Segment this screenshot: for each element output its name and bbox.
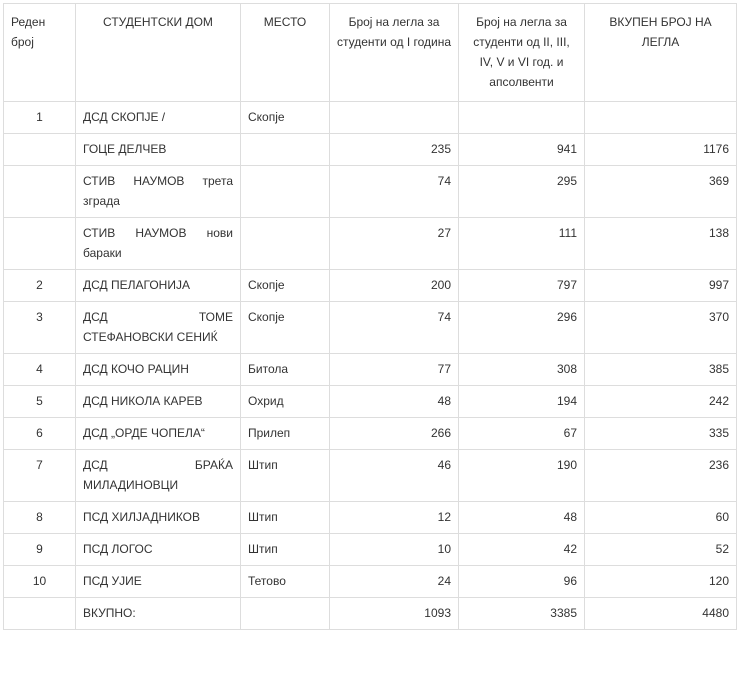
- cell-upper-year-beds: 190: [459, 450, 585, 502]
- cell-place: Скопје: [241, 302, 330, 354]
- table-row: [4, 502, 737, 534]
- cell-first-year-beds: 1093: [330, 598, 459, 630]
- cell-total-beds: 120: [585, 566, 737, 598]
- cell-dorm: ДСД СКОПЈЕ /: [76, 102, 241, 134]
- table-row: [4, 354, 737, 386]
- header-total-beds: ВКУПЕН БРОЈ НА ЛЕГЛА: [585, 4, 737, 102]
- cell-total-beds: 4480: [585, 598, 737, 630]
- cell-place: Штип: [241, 534, 330, 566]
- cell-number: 10: [4, 566, 76, 598]
- cell-total-beds: 236: [585, 450, 737, 502]
- table-row: [4, 302, 737, 354]
- cell-place: Скопје: [241, 270, 330, 302]
- cell-first-year-beds: 77: [330, 354, 459, 386]
- cell-number: 7: [4, 450, 76, 502]
- cell-place: [241, 166, 330, 218]
- cell-number: [4, 218, 76, 270]
- cell-first-year-beds: 200: [330, 270, 459, 302]
- cell-total-beds: 997: [585, 270, 737, 302]
- cell-dorm: ДСД ТОМЕ СТЕФАНОВСКИ СЕНИЌ: [76, 302, 241, 354]
- table-row: [4, 534, 737, 566]
- table-row: [4, 450, 737, 502]
- cell-dorm: ВКУПНО:: [76, 598, 241, 630]
- cell-dorm: ДСД НИКОЛА КАРЕВ: [76, 386, 241, 418]
- cell-number: [4, 598, 76, 630]
- table-row: [4, 218, 737, 270]
- cell-number: 1: [4, 102, 76, 134]
- cell-total-beds: 60: [585, 502, 737, 534]
- cell-place: Битола: [241, 354, 330, 386]
- cell-upper-year-beds: [459, 102, 585, 134]
- cell-first-year-beds: 27: [330, 218, 459, 270]
- cell-total-beds: 138: [585, 218, 737, 270]
- cell-first-year-beds: 74: [330, 166, 459, 218]
- cell-number: 8: [4, 502, 76, 534]
- header-first-year-beds: Број на легла за студенти од I година: [330, 4, 459, 102]
- cell-dorm: ПСД ХИЛЈАДНИКОВ: [76, 502, 241, 534]
- header-upper-year-beds: Број на легла за студенти од II, III, IV, V и VI год. и апсолвенти: [459, 4, 585, 102]
- cell-dorm: ДСД ПЕЛАГОНИЈА: [76, 270, 241, 302]
- cell-dorm: ПСД ЛОГОС: [76, 534, 241, 566]
- cell-upper-year-beds: 797: [459, 270, 585, 302]
- table-row: [4, 270, 737, 302]
- table-row: [4, 386, 737, 418]
- cell-number: 5: [4, 386, 76, 418]
- cell-total-beds: 52: [585, 534, 737, 566]
- cell-upper-year-beds: 48: [459, 502, 585, 534]
- cell-place: Штип: [241, 502, 330, 534]
- table-row: [4, 102, 737, 134]
- cell-first-year-beds: 266: [330, 418, 459, 450]
- cell-upper-year-beds: 3385: [459, 598, 585, 630]
- cell-number: 4: [4, 354, 76, 386]
- cell-number: [4, 166, 76, 218]
- table-header-row: [4, 4, 737, 102]
- dormitory-beds-table: [3, 3, 737, 630]
- cell-number: 6: [4, 418, 76, 450]
- table-row: [4, 566, 737, 598]
- cell-total-beds: 385: [585, 354, 737, 386]
- header-number: Реден број: [4, 4, 76, 102]
- cell-upper-year-beds: 96: [459, 566, 585, 598]
- cell-number: 9: [4, 534, 76, 566]
- cell-upper-year-beds: 42: [459, 534, 585, 566]
- cell-place: Прилеп: [241, 418, 330, 450]
- table-row: [4, 166, 737, 218]
- cell-upper-year-beds: 295: [459, 166, 585, 218]
- cell-dorm: ПСД УЈИЕ: [76, 566, 241, 598]
- cell-total-beds: 1176: [585, 134, 737, 166]
- cell-dorm: ДСД „ОРДЕ ЧОПЕЛА“: [76, 418, 241, 450]
- cell-first-year-beds: [330, 102, 459, 134]
- cell-first-year-beds: 10: [330, 534, 459, 566]
- cell-dorm: СТИВ НАУМОВ трета зграда: [76, 166, 241, 218]
- cell-total-beds: 370: [585, 302, 737, 354]
- cell-dorm: ГОЦЕ ДЕЛЧЕВ: [76, 134, 241, 166]
- total-row: [4, 598, 737, 630]
- cell-total-beds: 369: [585, 166, 737, 218]
- cell-dorm: СТИВ НАУМОВ нови бараки: [76, 218, 241, 270]
- cell-total-beds: [585, 102, 737, 134]
- table-row: [4, 134, 737, 166]
- cell-place: [241, 598, 330, 630]
- cell-total-beds: 335: [585, 418, 737, 450]
- cell-first-year-beds: 46: [330, 450, 459, 502]
- cell-upper-year-beds: 308: [459, 354, 585, 386]
- cell-place: Тетово: [241, 566, 330, 598]
- cell-first-year-beds: 235: [330, 134, 459, 166]
- cell-dorm: ДСД БРАЌА МИЛАДИНОВЦИ: [76, 450, 241, 502]
- cell-number: 2: [4, 270, 76, 302]
- cell-first-year-beds: 12: [330, 502, 459, 534]
- cell-first-year-beds: 24: [330, 566, 459, 598]
- cell-number: 3: [4, 302, 76, 354]
- cell-first-year-beds: 74: [330, 302, 459, 354]
- cell-upper-year-beds: 194: [459, 386, 585, 418]
- cell-place: Штип: [241, 450, 330, 502]
- cell-place: [241, 218, 330, 270]
- cell-total-beds: 242: [585, 386, 737, 418]
- cell-first-year-beds: 48: [330, 386, 459, 418]
- cell-upper-year-beds: 67: [459, 418, 585, 450]
- header-dorm: СТУДЕНТСКИ ДОМ: [76, 4, 241, 102]
- cell-upper-year-beds: 296: [459, 302, 585, 354]
- cell-upper-year-beds: 941: [459, 134, 585, 166]
- cell-place: Скопје: [241, 102, 330, 134]
- cell-dorm: ДСД КОЧО РАЦИН: [76, 354, 241, 386]
- cell-number: [4, 134, 76, 166]
- cell-place: [241, 134, 330, 166]
- cell-upper-year-beds: 111: [459, 218, 585, 270]
- cell-place: Охрид: [241, 386, 330, 418]
- header-place: МЕСТО: [241, 4, 330, 102]
- table-row: [4, 418, 737, 450]
